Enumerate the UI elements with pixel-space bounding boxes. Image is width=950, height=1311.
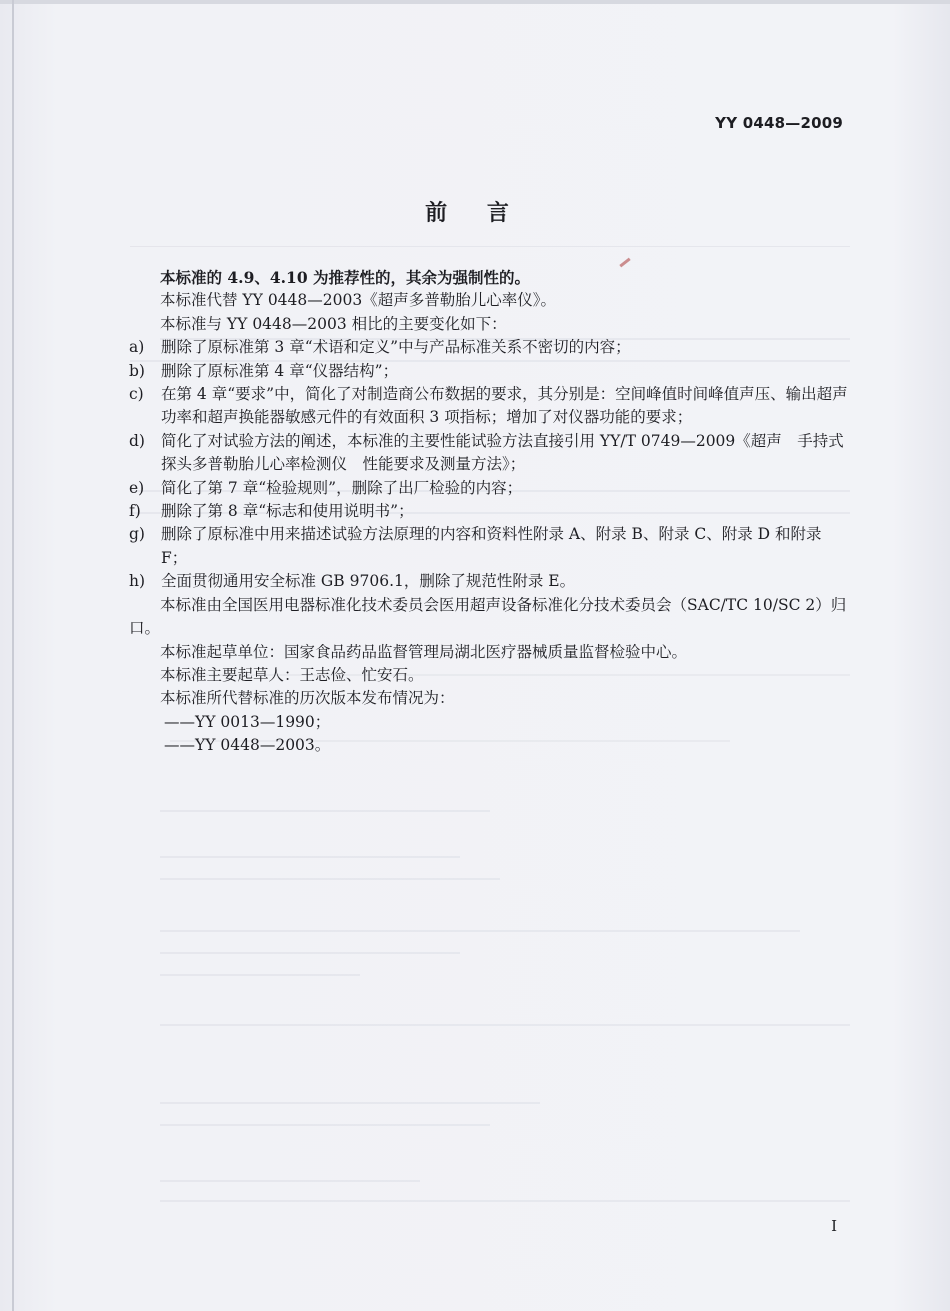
list-item [129, 383, 851, 430]
paragraph-drafters: 本标准主要起草人：王志俭、忙安石。 [160, 665, 424, 684]
foreword-body [129, 266, 851, 758]
list-item [129, 477, 851, 500]
list-marker: d) [129, 431, 145, 450]
list-marker: h) [129, 572, 146, 591]
standard-code: YY 0448—2009 [715, 114, 843, 132]
paragraph-drafting-unit: 本标准起草单位：国家食品药品监督管理局湖北医疗器械质量监督检验中心。 [160, 642, 688, 661]
list-marker: a) [129, 338, 145, 357]
changes-list [129, 336, 851, 593]
list-marker: e) [129, 478, 145, 497]
list-text: 简化了对试验方法的阐述，本标准的主要性能试验方法直接引用 YY/T 0749—2009《超声 手持式探头多普勒胎儿心率检测仪 性能要求及测量方法》； [161, 431, 844, 474]
list-marker: g) [129, 525, 145, 544]
list-item [129, 336, 851, 359]
list-text: 全面贯彻通用安全标准 GB 9706.1，删除了规范性附录 E。 [161, 572, 576, 591]
list-item [129, 430, 851, 477]
list-marker: b) [129, 361, 145, 380]
paragraph-replaces: 本标准代替 YY 0448—2003《超声多普勒胎儿心率仪》。 [160, 291, 556, 310]
paragraph-mandatory-clause: 本标准的 4.9、4.10 为推荐性的，其余为强制性的。 [160, 268, 531, 287]
list-item [129, 523, 851, 570]
list-item [129, 570, 851, 593]
paragraph-history-intro: 本标准所代替标准的历次版本发布情况为： [160, 689, 455, 708]
list-item [129, 360, 851, 383]
history-list [129, 711, 851, 758]
list-text: 删除了原标准第 4 章“仪器结构”； [161, 361, 399, 380]
list-marker: f) [129, 502, 141, 521]
history-item: ——YY 0013—1990； [164, 712, 331, 731]
paragraph-committee: 本标准由全国医用电器标准化技术委员会医用超声设备标准化分技术委员会（SAC/TC 10/SC 2）归口。 [129, 595, 847, 638]
scan-top-edge [0, 0, 950, 4]
page-number: I [831, 1217, 837, 1235]
paragraph-changes-intro: 本标准与 YY 0448—2003 相比的主要变化如下： [160, 314, 507, 333]
history-item: ——YY 0448—2003。 [164, 736, 331, 755]
page-title: 前 言 [425, 201, 525, 226]
list-text: 删除了原标准第 3 章“术语和定义”中与产品标准关系不密切的内容； [161, 338, 631, 357]
list-marker: c) [129, 385, 144, 404]
list-text: 删除了原标准中用来描述试验方法原理的内容和资料性附录 A、附录 B、附录 C、附录 D 和附录 F； [161, 525, 822, 567]
list-text: 删除了第 8 章“标志和使用说明书”； [161, 502, 414, 521]
list-item [129, 500, 851, 523]
list-text: 简化了第 7 章“检验规则”，删除了出厂检验的内容； [161, 478, 523, 497]
list-text: 在第 4 章“要求”中，简化了对制造商公布数据的要求，其分别是：空间峰值时间峰值声压、输出超声功率和超声换能器敏感元件的有效面积 3 项指标；增加了对仪器功能的要求； [161, 385, 848, 427]
